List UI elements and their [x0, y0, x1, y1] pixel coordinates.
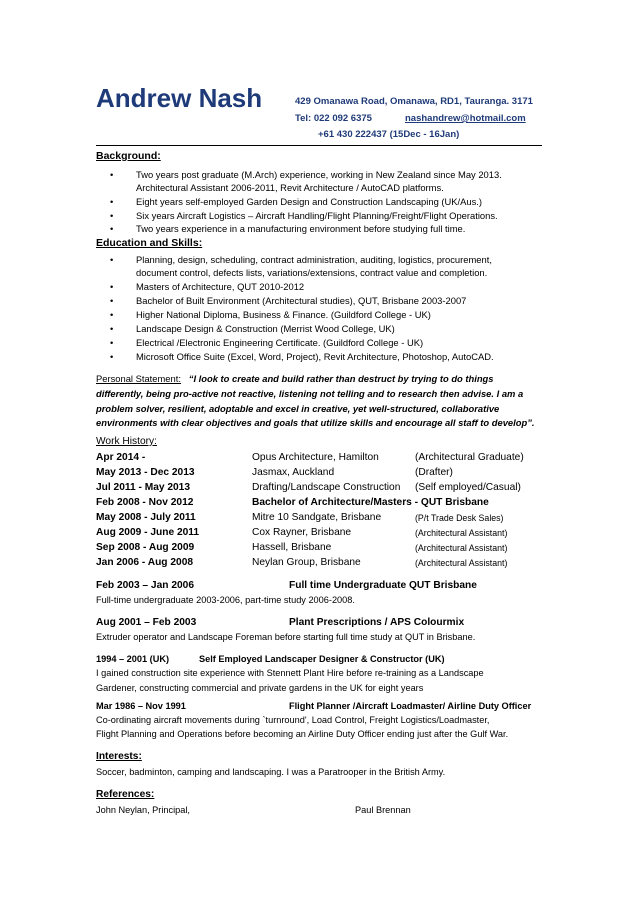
work-employer: Hassell, Brisbane — [252, 542, 332, 553]
work-employer: Opus Architecture, Hamilton — [252, 452, 379, 463]
background-heading: Background: — [96, 150, 161, 162]
telephone: Tel: 022 092 6375 — [295, 113, 372, 124]
background-item: • Two years experience in a manufacturing environment before studying full time. — [110, 223, 466, 234]
work-date: Jan 2006 - Aug 2008 — [96, 557, 194, 568]
work-employer: Bachelor of Architecture/Masters - QUT Brisbane — [252, 497, 489, 508]
bullet-icon: • — [110, 223, 114, 234]
work-employer: Jasmax, Auckland — [252, 467, 335, 478]
header-divider — [96, 145, 542, 146]
bullet-icon: • — [110, 295, 114, 306]
education-item: document control, defects lists, variations/extensions, contract value and completion. — [136, 267, 488, 278]
entry-title: Flight Planner /Aircraft Loadmaster/ Airline Duty Officer — [289, 701, 532, 711]
education-item: • Electrical /Electronic Engineering Certificate. (Guildford College - UK) — [110, 337, 424, 348]
email-link[interactable]: nashandrew@hotmail.com — [405, 113, 526, 124]
work-date: May 2013 - Dec 2013 — [96, 467, 195, 478]
entry-description: I gained construction site experience with Stennett Plant Hire before re-training as a Landscape — [96, 668, 484, 678]
work-role: (P/t Trade Desk Sales) — [415, 513, 504, 523]
work-date: Feb 2008 - Nov 2012 — [96, 497, 194, 508]
work-date: Sep 2008 - Aug 2009 — [96, 542, 195, 553]
work-role: (Architectural Assistant) — [415, 528, 508, 538]
education-item: • Bachelor of Built Environment (Architectural studies), QUT, Brisbane 2003-2007 — [110, 295, 467, 306]
statement-text: “I look to create and build rather than destruct by trying to do things differently, being pro-active not reactive, listening not telling and to research then advise. I am a problem solver, resilient, adoptable and excel in creative, yet well-structured, collaborative environments with clear objectives and goals that utilize skills and encourage all staff to develop”. — [96, 373, 535, 429]
education-item: • Higher National Diploma, Business & Finance. (Guildford College - UK) — [110, 309, 431, 320]
work-role: (Self employed/Casual) — [415, 482, 521, 493]
work-role: (Architectural Assistant) — [415, 558, 508, 568]
entry-description: Flight Planning and Operations before becoming an Airline Duty Officer ending just after the Gulf War. — [96, 729, 509, 739]
background-item: • Six years Aircraft Logistics – Aircraft Handling/Flight Planning/Freight/Flight Operations. — [110, 210, 498, 221]
work-date: Apr 2014 - — [96, 452, 146, 463]
education-item: • Masters of Architecture, QUT 2010-2012 — [110, 281, 305, 292]
work-role: (Architectural Assistant) — [415, 543, 508, 553]
entry-date: 1994 – 2001 (UK) — [96, 654, 170, 664]
references-heading: References: — [96, 789, 155, 800]
bullet-icon: • — [110, 210, 114, 221]
bullet-icon: • — [110, 351, 114, 362]
entry-title: Plant Prescriptions / APS Colourmix — [289, 617, 465, 628]
bullet-icon: • — [110, 281, 114, 292]
entry-title: Full time Undergraduate QUT Brisbane — [289, 580, 477, 591]
education-heading: Education and Skills: — [96, 237, 203, 249]
reference-2: Paul Brennan — [355, 805, 411, 815]
bullet-icon: • — [110, 337, 114, 348]
address: 429 Omanawa Road, Omanawa, RD1, Tauranga. 3171 — [295, 96, 533, 107]
work-date: Jul 2011 - May 2013 — [96, 482, 191, 493]
entry-description: Gardener, constructing commercial and private gardens in the UK for eight years — [96, 683, 424, 693]
alt-phone: +61 430 222437 (15Dec - 16Jan) — [318, 129, 460, 140]
applicant-name: Andrew Nash — [96, 83, 263, 113]
entry-date: Aug 2001 – Feb 2003 — [96, 617, 197, 628]
statement-heading: Personal Statement: — [96, 373, 181, 384]
bullet-icon: • — [110, 254, 114, 265]
entry-description: Co-ordinating aircraft movements during `turnround', Load Control, Freight Logistics/Loadmaster, — [96, 715, 490, 725]
bullet-icon: • — [110, 309, 114, 320]
education-item: • Microsoft Office Suite (Excel, Word, Project), Revit Architecture, Photoshop, AutoCAD. — [110, 351, 494, 362]
education-item: • Planning, design, scheduling, contract administration, auditing, logistics, procurement, — [110, 254, 492, 265]
work-employer: Drafting/Landscape Construction — [252, 482, 401, 493]
personal-statement — [96, 372, 536, 431]
entry-title: Self Employed Landscaper Designer & Constructor (UK) — [199, 654, 445, 664]
background-item: • Eight years self-employed Garden Design and Construction Landscaping (UK/Aus.) — [110, 196, 483, 207]
education-item: • Landscape Design & Construction (Merrist Wood College, UK) — [110, 323, 395, 334]
background-item: • Two years post graduate (M.Arch) experience, working in New Zealand since May 2013. — [110, 169, 502, 180]
work-history-heading: Work History: — [96, 436, 157, 447]
background-item: Architectural Assistant 2006-2011, Revit Architecture / AutoCAD platforms. — [136, 182, 444, 193]
bullet-icon: • — [110, 196, 114, 207]
work-date: May 2008 - July 2011 — [96, 512, 196, 523]
work-date: Aug 2009 - June 2011 — [96, 527, 200, 538]
entry-description: Full-time undergraduate 2003-2006, part-time study 2006-2008. — [96, 595, 355, 605]
entry-date: Feb 2003 – Jan 2006 — [96, 580, 194, 591]
work-employer: Mitre 10 Sandgate, Brisbane — [252, 512, 382, 523]
interests-text: Soccer, badminton, camping and landscaping. I was a Paratrooper in the British Army. — [96, 767, 446, 777]
work-employer: Cox Rayner, Brisbane — [252, 527, 352, 538]
bullet-icon: • — [110, 323, 114, 334]
entry-date: Mar 1986 – Nov 1991 — [96, 701, 186, 711]
work-employer: Neylan Group, Brisbane — [252, 557, 361, 568]
entry-description: Extruder operator and Landscape Foreman before starting full time study at QUT in Brisbane. — [96, 632, 476, 642]
bullet-icon: • — [110, 169, 114, 180]
work-role: (Drafter) — [415, 467, 453, 478]
interests-heading: Interests: — [96, 751, 142, 762]
work-role: (Architectural Graduate) — [415, 452, 524, 463]
reference-1: John Neylan, Principal, — [96, 805, 190, 815]
